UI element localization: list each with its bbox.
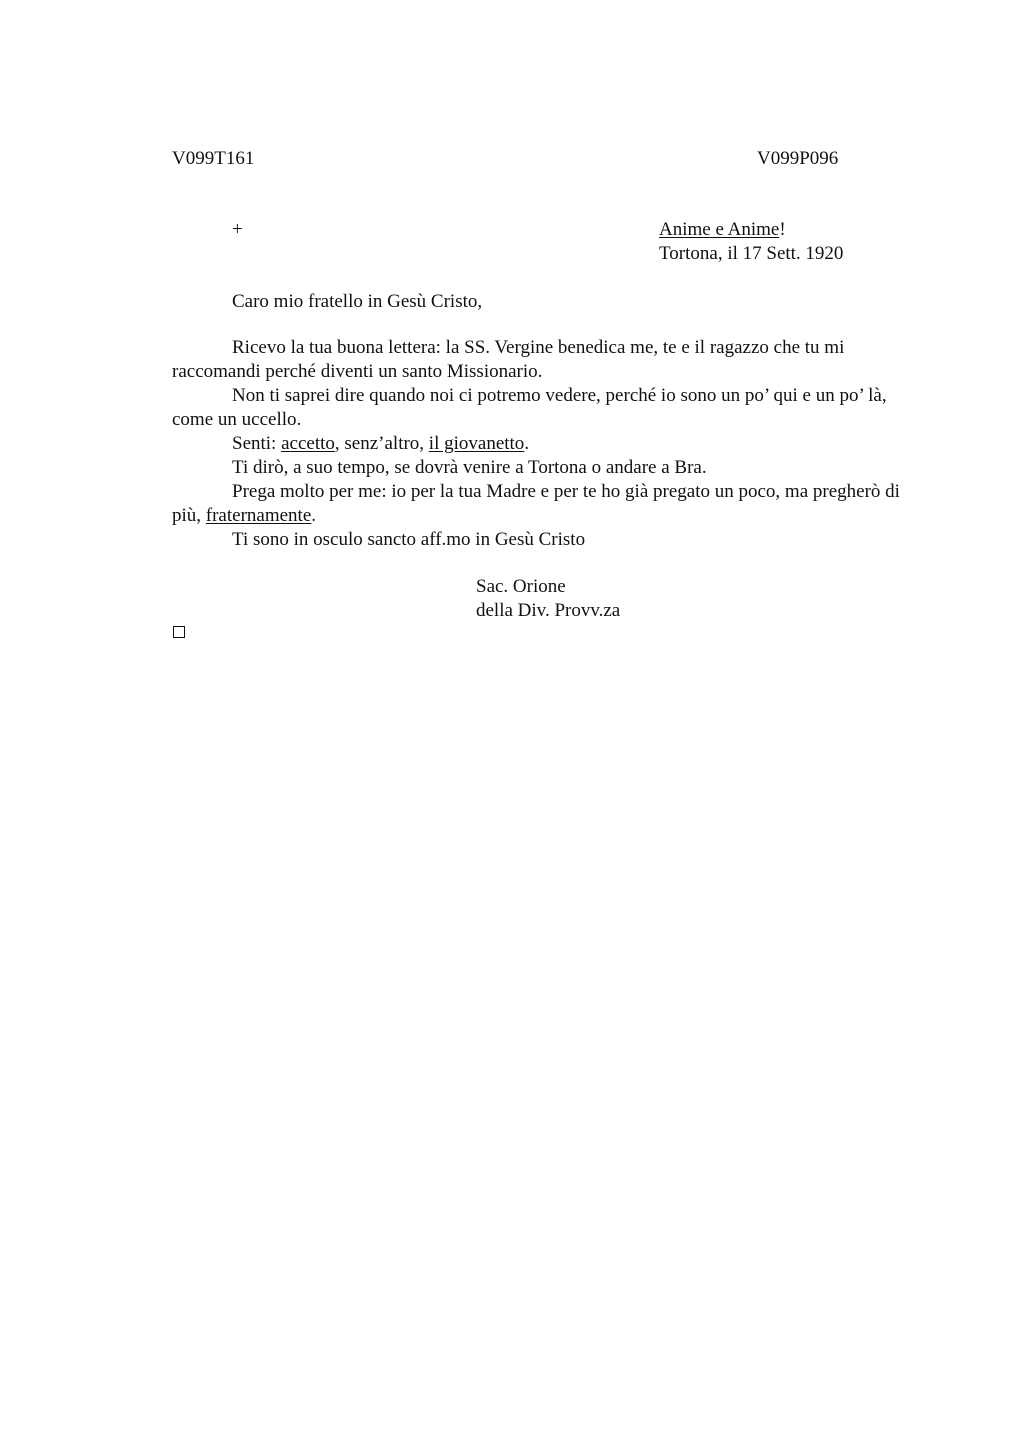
paragraph-5 <box>172 480 924 528</box>
paragraph-3 <box>172 432 924 456</box>
paragraph-1: Ricevo la tua buona lettera: la SS. Vergine benedica me, te e il ragazzo che tu mi raccomandi perché diventi un santo Missionario. <box>172 337 845 382</box>
signature-title: della Div. Provv.za <box>476 600 621 621</box>
paragraph-5-c: . <box>311 505 317 526</box>
paragraph-3-giovanetto: il giovanetto <box>428 433 525 454</box>
paragraph-5-a: Prega molto per me: io per la tua Madre e per te ho già pregato un poco, ma pregherò di più, <box>172 481 900 526</box>
signature-name: Sac. Orione <box>476 576 566 597</box>
cross-mark: + <box>232 219 243 240</box>
paragraph-6: Ti sono in osculo sancto aff.mo in Gesù Cristo <box>232 529 586 550</box>
paragraph-2: Non ti saprei dire quando noi ci potremo vedere, perché io sono un po’ qui e un po’ là, come un uccello. <box>172 385 887 430</box>
letter-body <box>172 336 924 552</box>
place-date: Tortona, il 17 Sett. 1920 <box>659 243 844 264</box>
paragraph-3-e: . <box>524 433 530 454</box>
paragraph-5-fraternamente: fraternamente <box>205 505 312 526</box>
paragraph-4: Ti dirò, a suo tempo, se dovrà venire a Tortona o andare a Bra. <box>232 457 707 478</box>
end-box-icon <box>173 626 185 638</box>
motto <box>659 218 786 242</box>
motto-underlined: Anime e Anime <box>659 219 780 240</box>
paragraph-3-a: Senti: <box>232 433 282 454</box>
paragraph-3-accetto: accetto <box>281 433 335 454</box>
paragraph-3-c: , senz’altro, <box>334 433 429 454</box>
left-archive-code: V099T161 <box>172 148 255 169</box>
right-archive-code: V099P096 <box>757 148 839 169</box>
salutation: Caro mio fratello in Gesù Cristo, <box>232 291 483 312</box>
motto-tail: ! <box>779 219 786 240</box>
